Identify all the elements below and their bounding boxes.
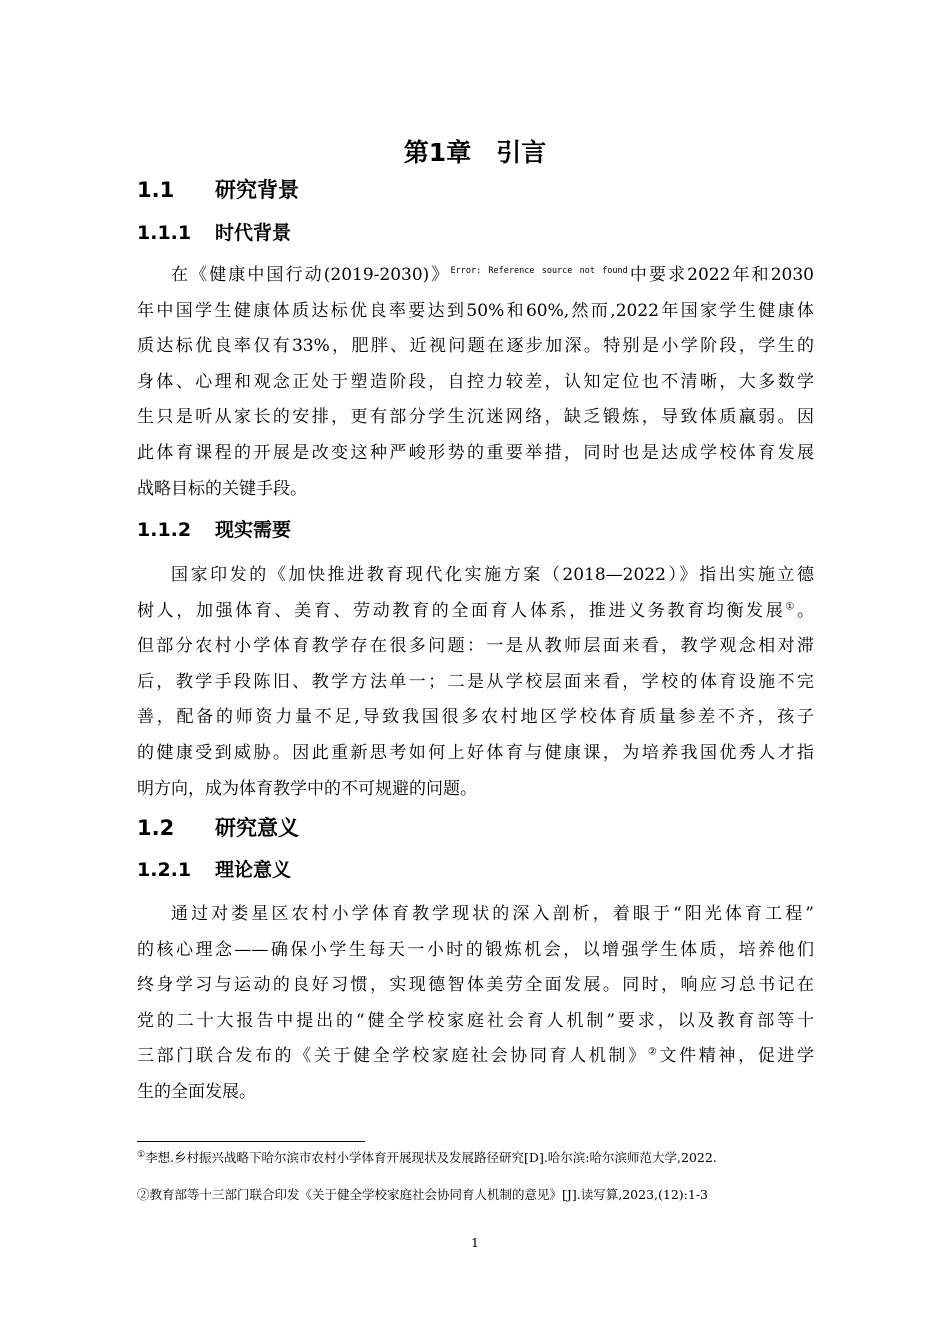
footnote-marker: ② xyxy=(137,1187,150,1202)
section-heading-1-2 xyxy=(137,813,299,843)
section-number: 1.1 xyxy=(137,178,175,202)
text-run: 三部门联合发布的《关于健全学校家庭社会协同育人机制》 xyxy=(137,1046,648,1067)
paragraph-line: 生的全面发展。 xyxy=(137,1081,256,1102)
paragraph-line: 的核心理念——确保小学生每天一小时的锻炼机会，以增强学生体质，培养他们 xyxy=(137,939,814,960)
text-run: 文件精神，促进学 xyxy=(659,1046,815,1067)
text-run: 。 xyxy=(797,600,815,621)
paragraph-line: 生只是听从家长的安排，更有部分学生沉迷网络，缺乏锻炼，导致体质羸弱。因 xyxy=(137,407,814,428)
text-run: 树人，加强体育、美育、劳动教育的全面育人体系，推进义务教育均衡发展 xyxy=(137,600,786,621)
section-title: 理论意义 xyxy=(215,859,292,881)
paragraph-line: 通过对娄星区农村小学体育教学现状的深入剖析，着眼于“阳光体育工程” xyxy=(171,904,814,924)
section-heading-1-2-1 xyxy=(137,856,291,884)
reference-error: Error: Reference source not found xyxy=(450,266,628,276)
footnote-text: 李想.乡村振兴战略下哈尔滨市农村小学体育开展现状及发展路径研究[D].哈尔滨:哈尔滨师范大学,2022. xyxy=(145,1150,717,1165)
footnote-text: 教育部等十三部门联合印发《关于健全学校家庭社会协同育人机制的意见》[J].读写算,2023,(12):1-3 xyxy=(149,1187,709,1202)
section-number: 1.2.1 xyxy=(137,859,192,881)
paragraph-line: 国家印发的《加快推进教育现代化实施方案（2018—2022）》指出实施立德 xyxy=(171,565,814,585)
section-title: 现实需要 xyxy=(215,519,292,541)
footnote-2 xyxy=(137,1186,837,1204)
paragraph-line: 质达标优良率仅有33%，肥胖、近视问题在逐步加深。特别是小学阶段，学生的 xyxy=(137,336,814,357)
paragraph-line: 善，配备的师资力量不足,导致我国很多农村地区学校体育质量参差不齐，孩子 xyxy=(137,707,814,728)
paragraph-era-background xyxy=(137,258,814,507)
paragraph-theoretical-significance xyxy=(137,897,814,1111)
footnote-1 xyxy=(137,1149,837,1167)
paragraph-line xyxy=(137,594,814,630)
paragraph-line: 年中国学生健康体质达标优良率要达到50%和60%,然而,2022年国家学生健康体 xyxy=(137,300,814,321)
section-title: 时代背景 xyxy=(215,222,292,244)
paragraph-line: 此体育课程的开展是改变这种严峻形势的重要举措，同时也是达成学校体育发展 xyxy=(137,442,814,463)
text-run: 在《健康中国行动(2019-2030)》 xyxy=(171,265,451,285)
page-number: 1 xyxy=(471,1235,479,1250)
paragraph-line: 战略目标的关键手段。 xyxy=(137,478,307,499)
chapter-title: 第1章 引言 xyxy=(403,138,547,167)
paragraph-line: 身体、心理和观念正处于塑造阶段，自控力较差，认知定位也不清晰，大多数学 xyxy=(137,371,814,392)
section-title: 研究意义 xyxy=(215,816,299,840)
paragraph-line: 党的二十大报告中提出的“健全学校家庭社会育人机制”要求，以及教育部等十 xyxy=(137,1010,814,1031)
footnote-separator xyxy=(137,1141,365,1142)
footnote-mark: ① xyxy=(785,600,798,612)
paragraph-line: 明方向，成为体育教学中的不可规避的问题。 xyxy=(137,778,477,799)
paragraph-line xyxy=(137,258,814,294)
paragraph-practical-need xyxy=(137,558,814,807)
section-title: 研究背景 xyxy=(215,178,299,202)
footnote-marker: ① xyxy=(137,1149,146,1160)
section-heading-1-1 xyxy=(137,175,299,205)
text-run: 中要求2022年和2030 xyxy=(627,265,814,285)
paragraph-line: 终身学习与运动的良好习惯，实现德智体美劳全面发展。同时，响应习总书记在 xyxy=(137,975,814,996)
section-number: 1.1.2 xyxy=(137,519,192,541)
section-heading-1-1-2 xyxy=(137,516,291,544)
paragraph-line: 后，教学手段陈旧、教学方法单一；二是从学校层面来看，学校的体育设施不完 xyxy=(137,671,814,692)
section-number: 1.2 xyxy=(137,816,175,840)
footnote-mark: ② xyxy=(647,1046,660,1058)
paragraph-line: 但部分农村小学体育教学存在很多问题：一是从教师层面来看，教学观念相对滞 xyxy=(137,636,814,657)
paragraph-line: 的健康受到威胁。因此重新思考如何上好体育与健康课，为培养我国优秀人才指 xyxy=(137,742,814,763)
paragraph-line xyxy=(137,1039,814,1075)
section-number: 1.1.1 xyxy=(137,222,192,244)
section-heading-1-1-1 xyxy=(137,219,291,247)
